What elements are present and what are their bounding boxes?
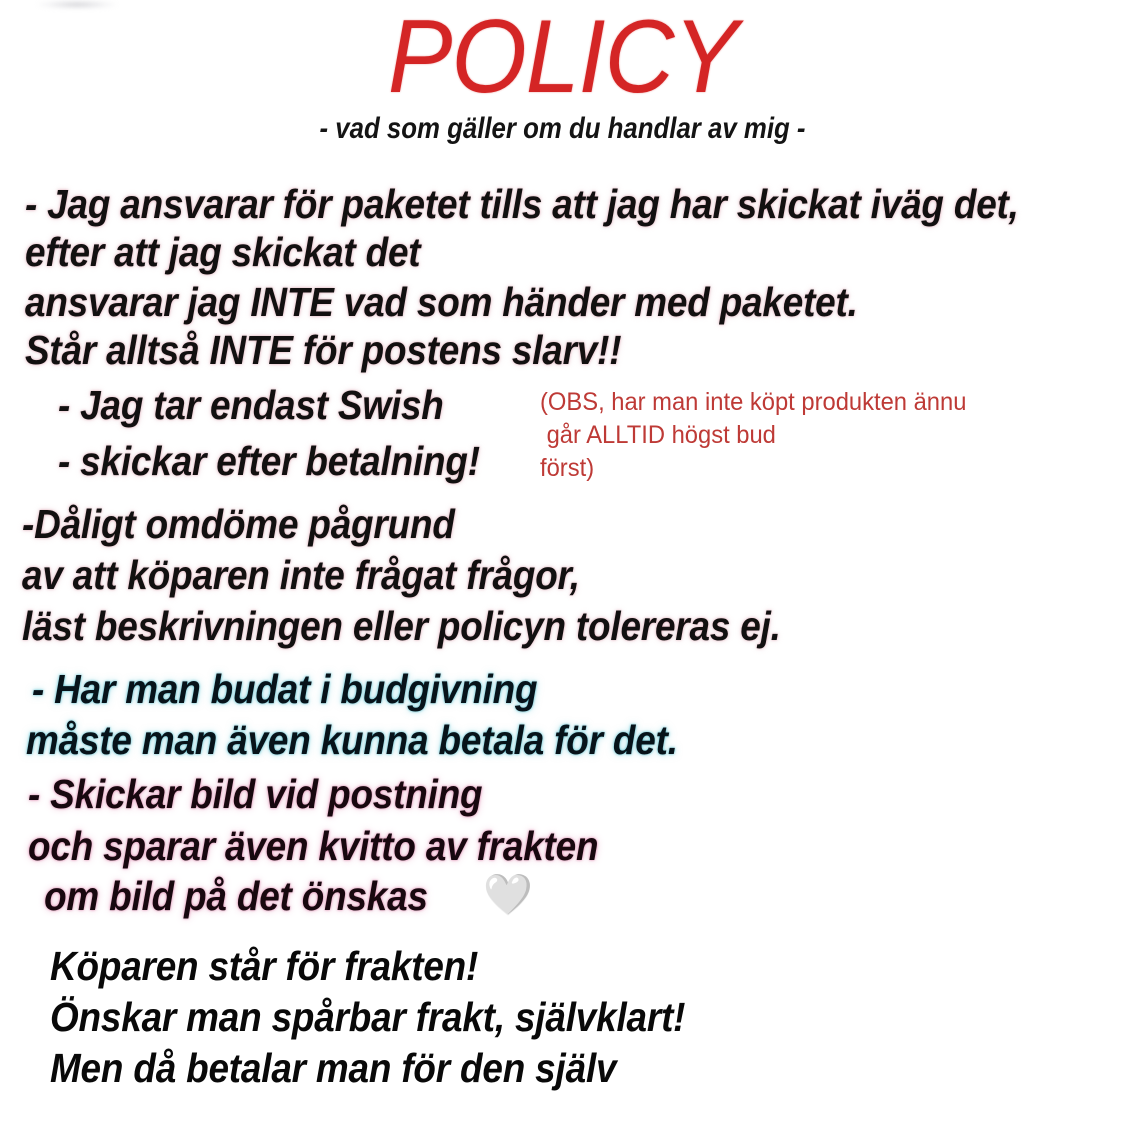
- feedback-line-1: -Dåligt omdöme pågrund: [22, 501, 455, 547]
- payment-line-1: - Jag tar endast Swish: [58, 382, 444, 428]
- highest-bid-notice-line-2: går ALLTID högst bud: [540, 421, 776, 449]
- bidding-line-2: måste man även kunna betala för det.: [26, 717, 678, 763]
- freight-cost-line-1: Köparen står för frakten!: [50, 943, 479, 989]
- responsibility-line-4: Står alltså INTE för postens slarv!!: [25, 327, 622, 373]
- responsibility-line-2: efter att jag skickat det: [25, 229, 421, 275]
- feedback-line-2: av att köparen inte frågat frågor,: [22, 552, 580, 598]
- bidding-line-1: - Har man budat i budgivning: [32, 666, 538, 712]
- page-subtitle: - vad som gäller om du handlar av mig -: [319, 112, 806, 145]
- freight-cost-line-3: Men då betalar man för den själv: [50, 1045, 617, 1091]
- responsibility-line-1: - Jag ansvarar för paketet tills att jag har skickat iväg det,: [25, 181, 1019, 227]
- responsibility-line-3: ansvarar jag INTE vad som händer med paketet.: [25, 279, 858, 325]
- white-heart-icon: 🤍: [483, 873, 533, 917]
- highest-bid-notice-line-1: (OBS, har man inte köpt produkten ännu: [540, 388, 967, 416]
- shipping-proof-line-3: om bild på det önskas: [34, 873, 428, 919]
- payment-line-2: - skickar efter betalning!: [58, 438, 480, 484]
- page-title: POLICY: [387, 0, 738, 115]
- shipping-proof-line-1: - Skickar bild vid postning: [28, 771, 483, 817]
- freight-cost-line-2: Önskar man spårbar frakt, självklart!: [50, 994, 686, 1040]
- feedback-line-3: läst beskrivningen eller policyn tolereras ej.: [22, 603, 781, 649]
- highest-bid-notice-line-3: först): [540, 454, 595, 482]
- shipping-proof-line-2: och sparar även kvitto av frakten: [28, 823, 599, 869]
